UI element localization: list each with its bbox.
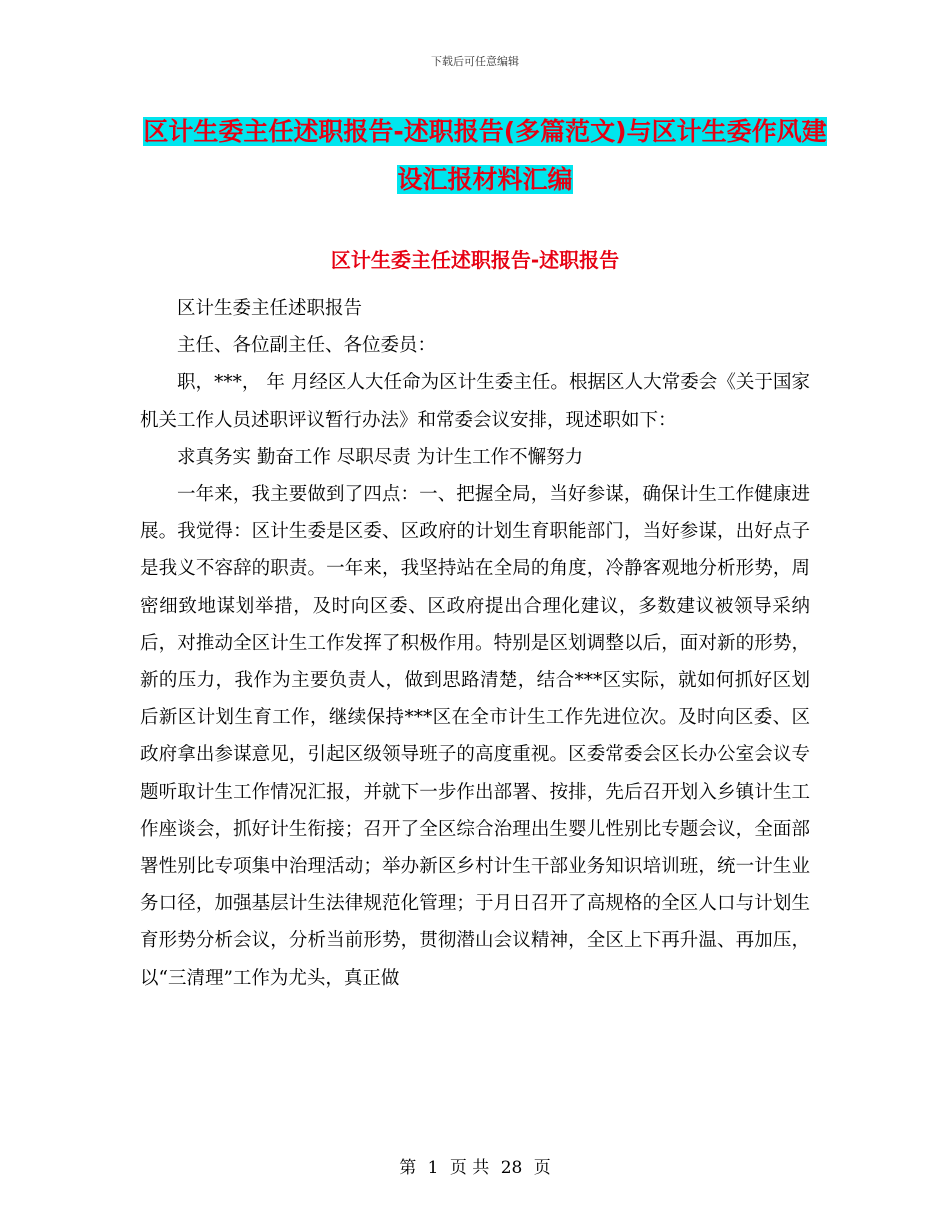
page-number: 1 — [427, 1158, 439, 1178]
document-body — [140, 290, 810, 997]
paragraph: 职，***， 年 月经区人大任命为区计生委主任。根据区人大常委会《关于国家机关工作人员述职评议暂行办法》和常委会议安排，现述职如下： — [140, 372, 810, 431]
page-total: 28 — [500, 1158, 523, 1178]
section-title: 区计生委主任述职报告-述职报告 — [330, 248, 620, 272]
page-footer — [0, 1153, 950, 1178]
paragraph: 一年来，我主要做到了四点：一、把握全局，当好参谋，确保计生工作健康进展。我觉得：区计生委是区委、区政府的计划生育职能部门，当好参谋，出好点子是我义不容辞的职责。一年来，我坚持站在全局的角度，冷静客观地分析形势，周密细致地谋划举措，及时向区委、区政府提出合理化建议，多数建议被领导采纳后，对推动全区计生工作发挥了积极作用。特别是区划调整以后，面对新的形势，新的压力，我作为主要负责人，做到思路清楚，结合***区实际，就如何抓好区划后新区计划生育工作，继续保持***区在全市计生工作先进位次。及时向区委、区政府拿出参谋意见，引起区级领导班子的高度重视。区委常委会区长办公室会议专题听取计生工作情况汇报，并就下一步作出部署、按排，先后召开划入乡镇计生工作座谈会，抓好计生衔接；召开了全区综合治理出生婴儿性别比专题会议，全面部署性别比专项集中治理活动；举办新区乡村计生干部业务知识培训班，统一计生业务口径，加强基层计生法律规范化管理；于月日召开了高规格的全区人口与计划生育形势分析会议，分析当前形势，贯彻潜山会议精神，全区上下再升温、再加压，以“三清理”工作为尤头，真正做 — [140, 484, 810, 989]
page-prefix: 第 — [399, 1158, 417, 1178]
document-title — [140, 108, 830, 204]
page-mid: 页 共 — [449, 1158, 490, 1178]
paragraph: 求真务实 勤奋工作 尽职尽责 为计生工作不懈努力 — [177, 446, 584, 468]
header-note: 下载后可任意编辑 — [431, 55, 519, 68]
paragraph: 主任、各位副主任、各位委员： — [177, 335, 437, 357]
paragraph: 区计生委主任述职报告 — [177, 298, 363, 319]
document-title-text: 区计生委主任述职报告-述职报告(多篇范文)与区计生委作风建设汇报材料汇编 — [143, 117, 827, 194]
page-suffix: 页 — [533, 1158, 551, 1178]
